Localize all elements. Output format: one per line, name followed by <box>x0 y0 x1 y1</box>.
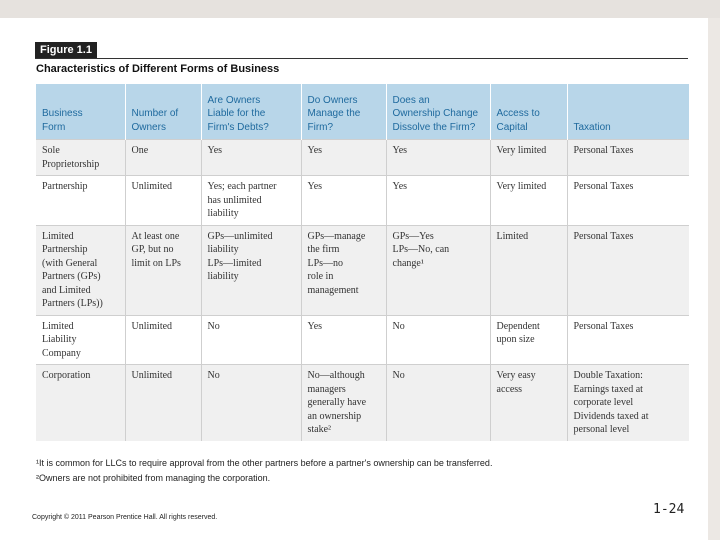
table-cell: One <box>125 140 201 176</box>
column-header: Do Owners Manage the Firm? <box>301 84 386 140</box>
column-header: Business Form <box>36 84 125 140</box>
table-cell: Corporation <box>36 365 125 441</box>
table-cell: Yes <box>301 176 386 226</box>
slide-number: 1-24 <box>653 502 685 517</box>
table-cell: Unlimited <box>125 315 201 365</box>
table-cell: GPs—manage the firm LPs—no role in management <box>301 225 386 315</box>
table-cell: No <box>386 365 490 441</box>
table-row <box>36 225 689 315</box>
table-cell: Dependent upon size <box>490 315 567 365</box>
column-header: Does an Ownership Change Dissolve the Firm? <box>386 84 490 140</box>
table-cell: Very limited <box>490 140 567 176</box>
table-cell: Limited Liability Company <box>36 315 125 365</box>
column-header: Taxation <box>567 84 689 140</box>
copyright-notice: Copyright © 2011 Pearson Prentice Hall. All rights reserved. <box>32 514 218 521</box>
table-header-row <box>36 84 689 140</box>
footnote-2: ²Owners are not prohibited from managing the corporation. <box>36 473 271 483</box>
table-cell: No <box>201 315 301 365</box>
table-cell: Very limited <box>490 176 567 226</box>
table-cell: Sole Proprietorship <box>36 140 125 176</box>
table-cell: Unlimited <box>125 176 201 226</box>
table-cell: Personal Taxes <box>567 176 689 226</box>
column-header: Number of Owners <box>125 84 201 140</box>
table-cell: Very easy access <box>490 365 567 441</box>
table-cell: No—although managers generally have an ownership stake² <box>301 365 386 441</box>
table-cell: Yes; each partner has unlimited liability <box>201 176 301 226</box>
table-cell: GPs—Yes LPs—No, can change¹ <box>386 225 490 315</box>
table-cell: GPs—unlimited liability LPs—limited liability <box>201 225 301 315</box>
table-cell: Personal Taxes <box>567 315 689 365</box>
top-band <box>0 0 720 18</box>
table-cell: Yes <box>386 140 490 176</box>
table-row <box>36 176 689 226</box>
figure-label: Figure 1.1 <box>35 42 97 58</box>
column-header: Are Owners Liable for the Firm's Debts? <box>201 84 301 140</box>
table-cell: Yes <box>301 140 386 176</box>
figure-rule <box>35 58 688 59</box>
column-header: Access to Capital <box>490 84 567 140</box>
footnote-1: ¹It is common for LLCs to require approval from the other partners before a partner's ownership can be transferred. <box>36 458 493 468</box>
table-cell: No <box>201 365 301 441</box>
table-cell: Unlimited <box>125 365 201 441</box>
right-band <box>708 18 720 540</box>
table-cell: Yes <box>301 315 386 365</box>
table-cell: Limited Partnership (with General Partners (GPs) and Limited Partners (LPs)) <box>36 225 125 315</box>
table-cell: Limited <box>490 225 567 315</box>
table-row <box>36 365 689 441</box>
figure-title: Characteristics of Different Forms of Business <box>36 63 280 75</box>
table-row <box>36 140 689 176</box>
table-body <box>36 140 689 441</box>
business-forms-table <box>36 84 689 441</box>
table-cell: Yes <box>201 140 301 176</box>
table-cell: Partnership <box>36 176 125 226</box>
table-cell: Personal Taxes <box>567 140 689 176</box>
table-cell: Double Taxation: Earnings taxed at corporate level Dividends taxed at personal level <box>567 365 689 441</box>
table-cell: At least one GP, but no limit on LPs <box>125 225 201 315</box>
table-row <box>36 315 689 365</box>
table-cell: Personal Taxes <box>567 225 689 315</box>
table-cell: No <box>386 315 490 365</box>
table-cell: Yes <box>386 176 490 226</box>
